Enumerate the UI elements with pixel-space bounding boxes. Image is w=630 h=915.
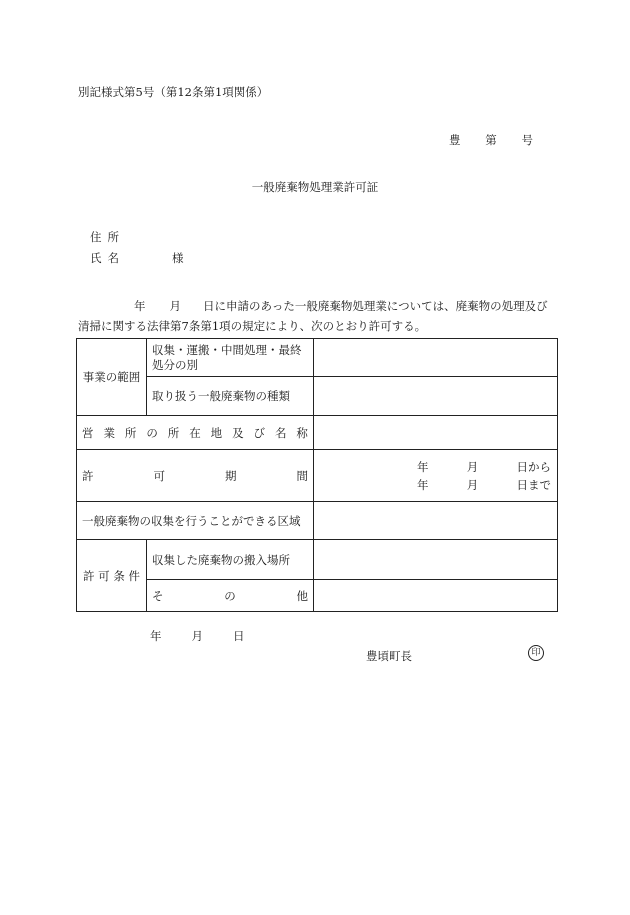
collection-area-value xyxy=(314,502,558,540)
waste-types-value xyxy=(314,377,558,416)
honorific: 様 xyxy=(172,251,184,265)
permit-period-label: 許 可 期 間 xyxy=(77,450,314,502)
other-label: そ の 他 xyxy=(147,580,314,612)
period-from: 年 月 日から xyxy=(417,459,551,474)
name-label: 氏名 xyxy=(90,251,125,265)
seal-stamp: 印 xyxy=(528,645,544,661)
other-value xyxy=(314,580,558,612)
permit-number: 豊 第 号 xyxy=(449,133,533,147)
collection-type-value xyxy=(314,339,558,377)
form-label: 別記様式第5号（第12条第1項関係） xyxy=(78,85,269,99)
table-row xyxy=(77,416,558,450)
period-to: 年 月 日まで xyxy=(417,477,551,492)
permit-table xyxy=(76,338,558,612)
destination-value xyxy=(314,540,558,580)
document-title: 一般廃棄物処理業許可証 xyxy=(251,180,379,194)
office-location-value xyxy=(314,416,558,450)
collection-type-label: 収集・運搬・中間処理・最終処分の別 xyxy=(147,339,314,377)
conditions-label: 許 可 条 件 xyxy=(77,540,147,612)
permit-statement: 年 月 日に申請のあった一般廃棄物処理業については、廃棄物の処理及び清掃に関する法律第7条第1項の規定により、次のとおり許可する。 xyxy=(78,299,548,333)
table-row xyxy=(77,502,558,540)
collection-area-label: 一般廃棄物の収集を行うことができる区域 xyxy=(77,502,314,540)
mayor-title: 豊頃町長 xyxy=(366,649,412,663)
business-scope-label: 事業の範囲 xyxy=(77,339,147,416)
issue-date: 年 月 日 xyxy=(150,629,245,643)
table-row xyxy=(77,450,558,502)
table-row xyxy=(77,580,558,612)
address-label: 住所 xyxy=(90,230,125,244)
office-location-label: 営 業 所 の 所 在 地 及 び 名 称 xyxy=(77,416,314,450)
permit-period-value xyxy=(314,450,558,502)
table-row xyxy=(77,339,558,377)
table-row xyxy=(77,377,558,416)
waste-types-label: 取り扱う一般廃棄物の種類 xyxy=(147,377,314,416)
destination-label: 収集した廃棄物の搬入場所 xyxy=(147,540,314,580)
table-row xyxy=(77,540,558,580)
